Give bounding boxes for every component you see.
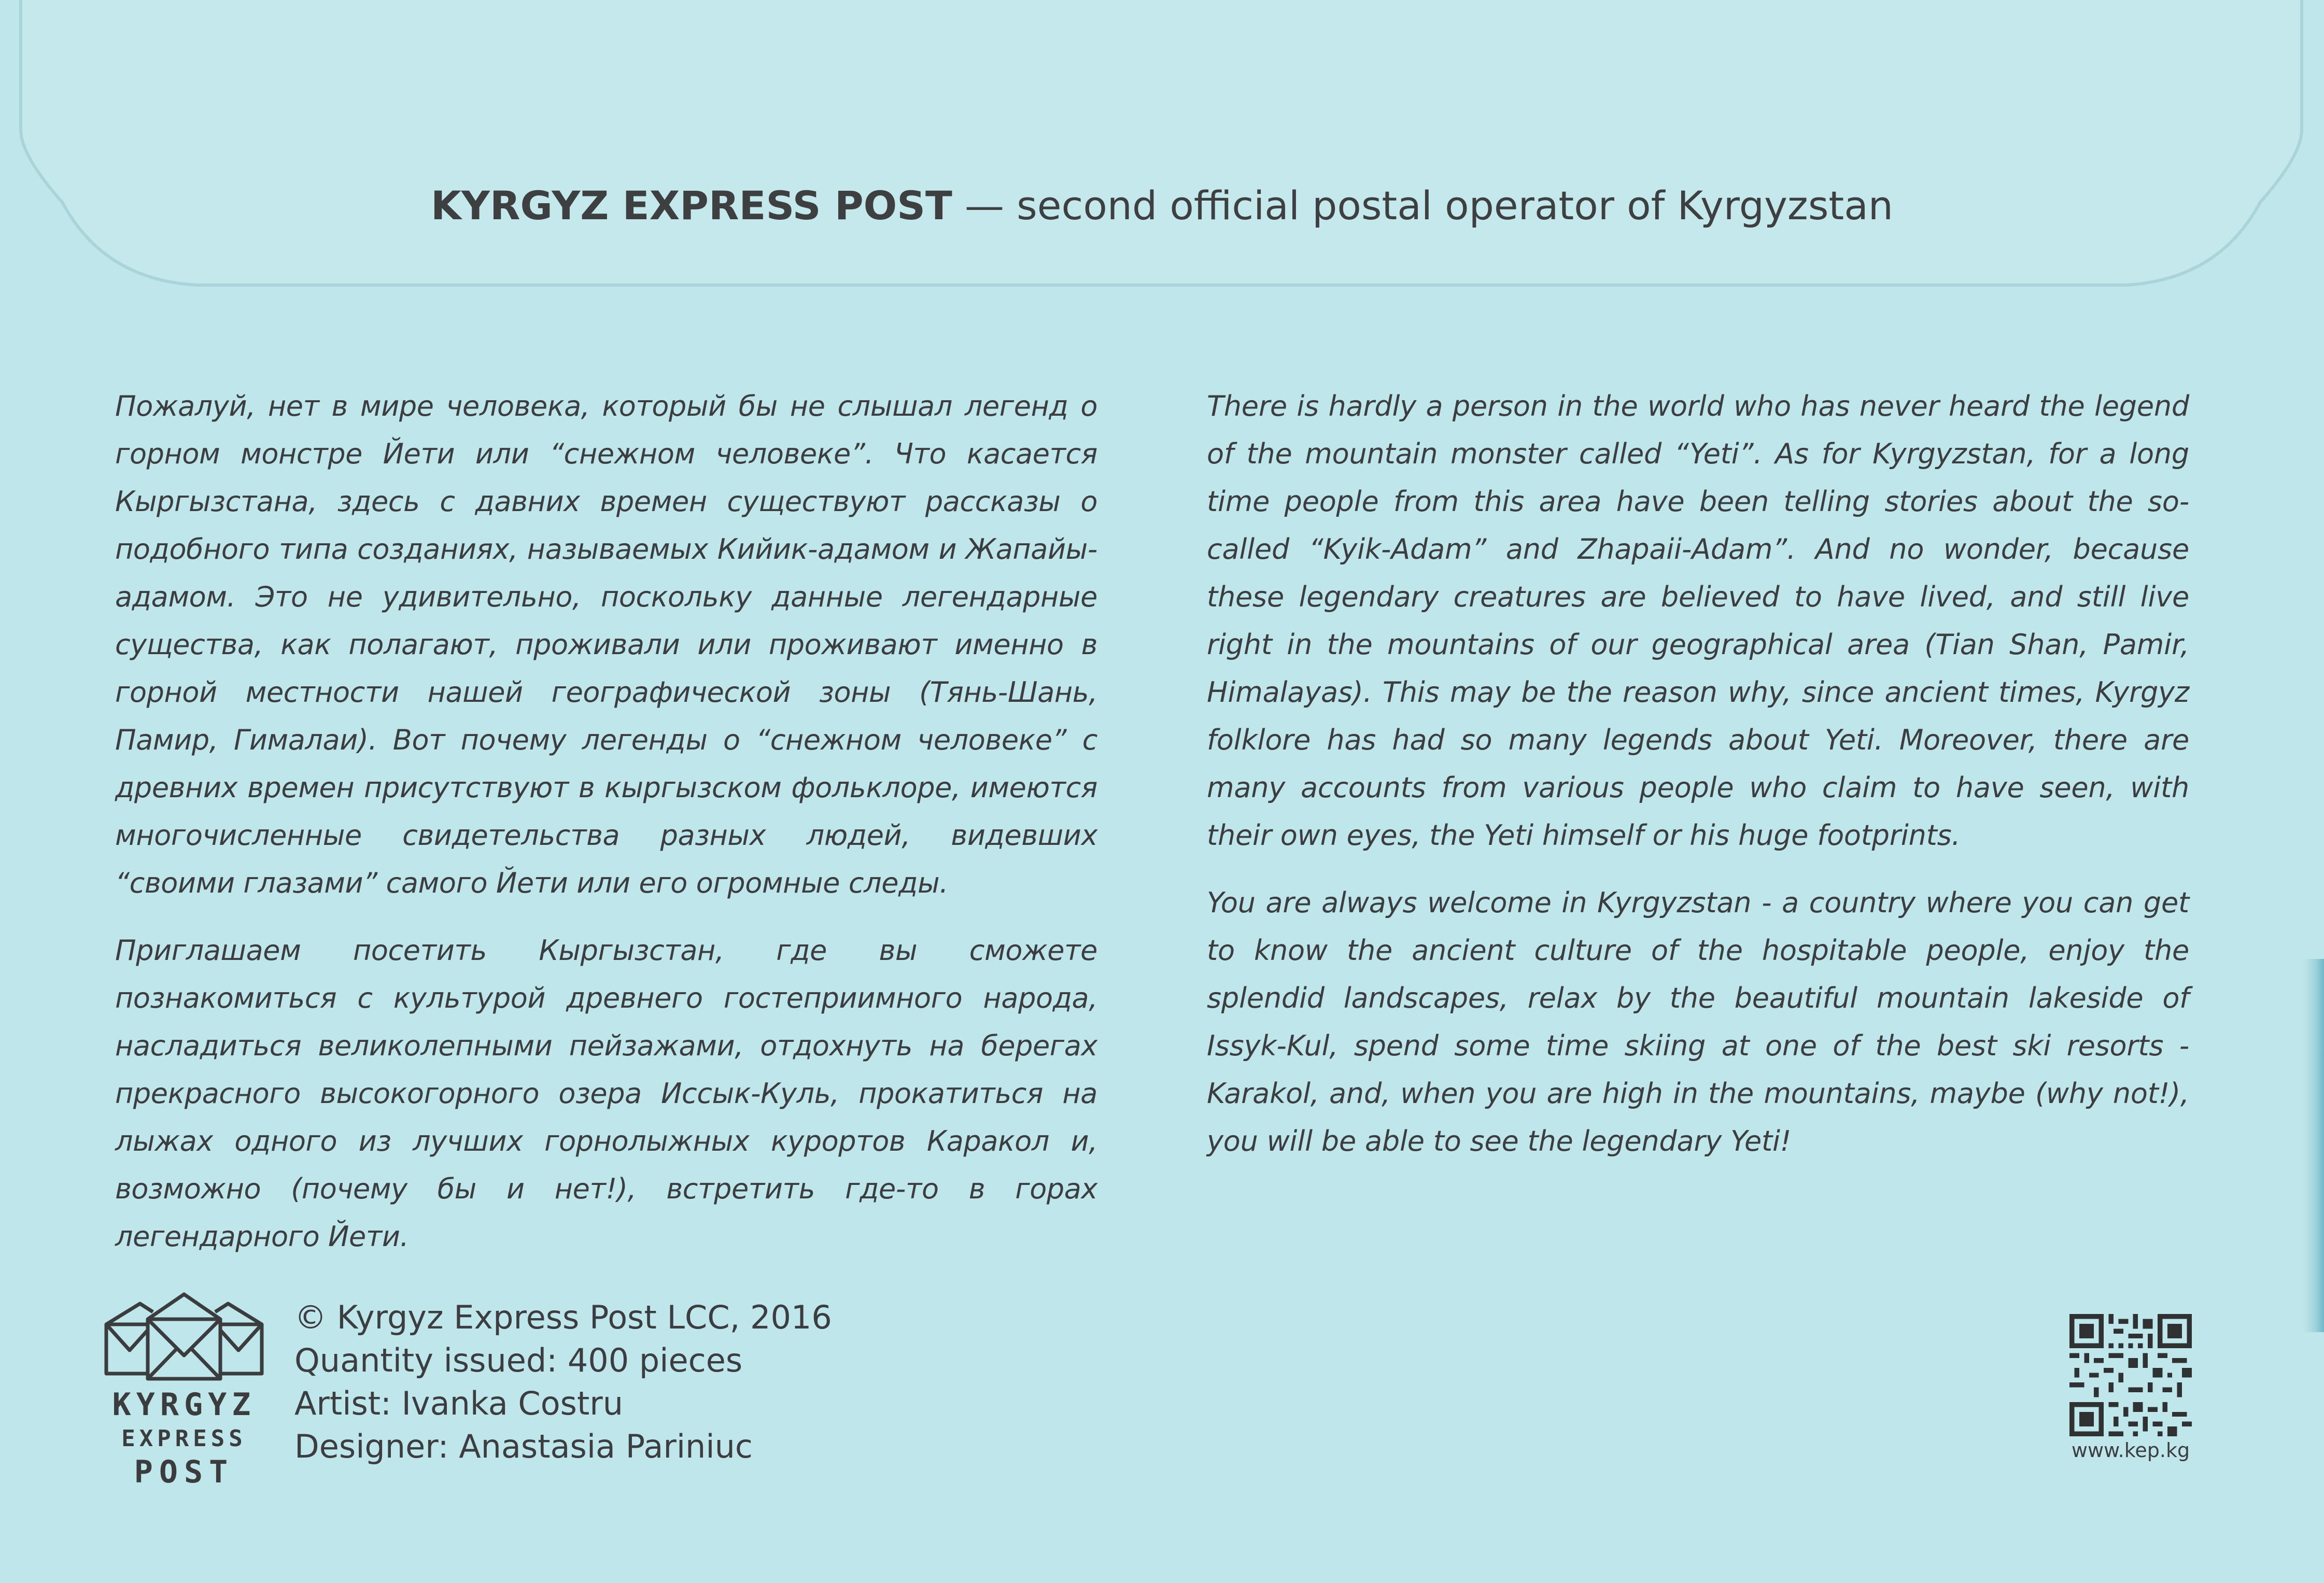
qr-code-icon bbox=[2069, 1314, 2192, 1436]
copyright-line: © Kyrgyz Express Post LCC, 2016 bbox=[294, 1298, 832, 1336]
kyrgyz-express-post-logo bbox=[101, 1288, 267, 1495]
logo-text-express: EXPRESS bbox=[121, 1425, 247, 1452]
designer-line: Designer: Anastasia Pariniuc bbox=[294, 1427, 753, 1465]
page-title bbox=[0, 182, 2324, 229]
english-paragraph-1: There is hardly a person in the world who has never heard the legend of the mountain monster called “Yeti”. As for Kyrgyzstan, for a long time people from this area have been telling stories about the so-called “Kyik-Adam” and Zhapaii-Adam”. And no wonder, because these legendary creatures are believed to have lived, and still live right in the mountains of our geographical area (Tian Shan, Pamir, Himalayas). This may be the reason why, since ancient times, Kyrgyz folklore has had so many legends about Yeti. Moreover, there are many accounts from various people who claim to have seen, with their own eyes, the Yeti himself or his huge footprints. bbox=[1207, 390, 2189, 852]
quantity-line: Quantity issued: 400 pieces bbox=[294, 1341, 743, 1379]
artist-line: Artist: Ivanka Costru bbox=[294, 1384, 624, 1422]
russian-paragraph-2: Приглашаем посетить Кыргызстан, где вы сможете познакомиться с культурой древнего гостеприимного народа, насладиться великолепными пейзажами, отдохнуть на берегах прекрасного высокогорного озера Иссык-Куль, прокатиться на лыжах одного из лучших горнолыжных курортов Каракол и, возможно (почему бы и нет!), встретить где-то в горах легендарного Йети. bbox=[115, 934, 1097, 1253]
stamp-edge-shadow bbox=[2303, 959, 2324, 1332]
flap-edge-line bbox=[21, 0, 2302, 285]
tagline: — second official postal operator of Kyrgyzstan bbox=[965, 182, 1893, 229]
english-text-column bbox=[1207, 383, 2189, 1185]
brand-name: KYRGYZ EXPRESS POST bbox=[431, 182, 952, 229]
envelope-logo-icon bbox=[101, 1288, 267, 1384]
credits-block bbox=[294, 1296, 832, 1468]
russian-paragraph-1: Пожалуй, нет в мире человека, который бы не слышал легенд о горном монстре Йети или “снежном человеке”. Что касается Кыргызстана, здесь с давних времен существуют рассказы о подобного типа созданиях, называемых Кийик-адамом и Жапайы-адамом. Это не удивительно, поскольку данные легендарные существа, как полагают, проживали или проживают именно в горной местности нашей географической зоны (Тянь-Шань, Памир, Гималаи). Вот почему легенды о “снежном человеке” с древних времен присутствуют в кыргызском фольклоре, имеются многочисленные свидетельства разных людей, видевших “своими глазами” самого Йети или его огромные следы. bbox=[115, 390, 1097, 899]
envelope-flap bbox=[0, 0, 2324, 321]
english-paragraph-2: You are always welcome in Kyrgyzstan - a country where you can get to know the ancient culture of the hospitable people, enjoy the splendid landscapes, relax by the beautiful mountain lakeside of Issyk-Kul, spend some time skiing at one of the best ski resorts - Karakol, and, when you are high in the mountains, maybe (why not!), you will be able to see the legendary Yeti! bbox=[1207, 886, 2189, 1157]
russian-text-column bbox=[115, 383, 1097, 1280]
website-url: www.kep.kg bbox=[2071, 1439, 2190, 1462]
logo-text-kyrgyz: KYRGYZ bbox=[112, 1387, 256, 1423]
logo-text-post: POST bbox=[134, 1454, 234, 1490]
